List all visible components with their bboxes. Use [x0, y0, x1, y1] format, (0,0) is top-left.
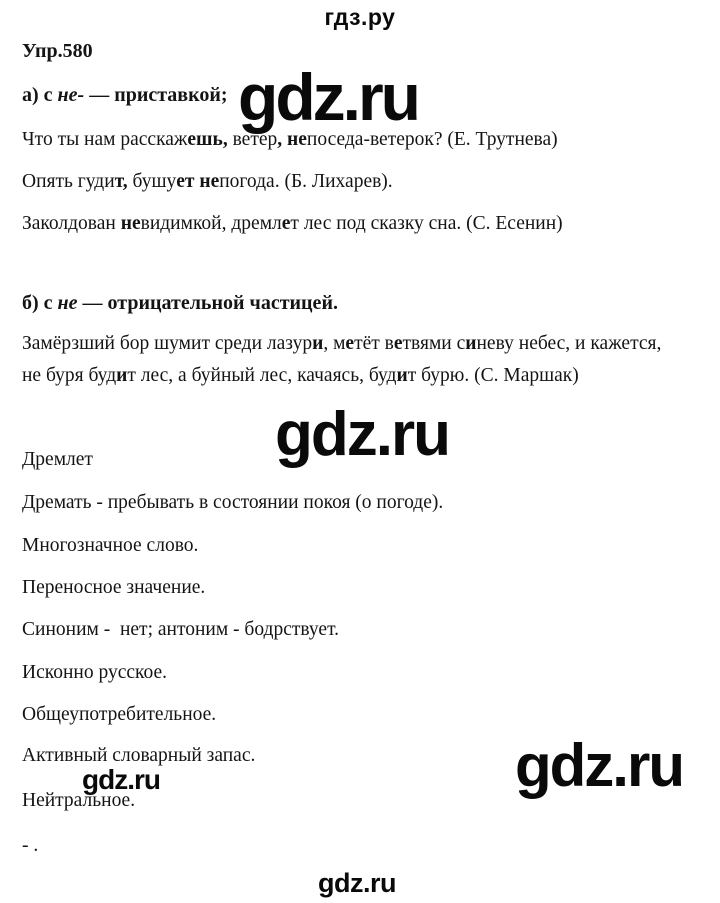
text-segment: тёт в [354, 333, 394, 354]
text-segment: т бурю. (С. Маршак) [407, 365, 579, 386]
sentence-line-a2 [22, 171, 393, 193]
sentence-line-a1 [22, 129, 558, 151]
text-segment: е [281, 213, 291, 234]
text-segment: т, [114, 171, 128, 192]
analysis-line-stylistic: Нейтральное. [22, 790, 136, 811]
analysis-line-vocabulary: Активный словарный запас. [22, 745, 256, 766]
text-segment: т лес, а буйный лес, качаясь, буд [127, 365, 397, 386]
text-segment: б) с [22, 292, 58, 314]
watermark-middle: gdz.ru [275, 400, 449, 469]
section-b-heading [22, 292, 338, 315]
analysis-line-word: Дремлет [22, 449, 93, 470]
analysis-line-synonym: Синоним - нет; антоним - бодрствует. [22, 619, 339, 640]
text-segment: неву небес, и кажется, [476, 333, 662, 354]
site-logo-footer: gdz.ru [318, 868, 396, 898]
text-segment: видимкой, дремл [140, 213, 282, 234]
text-segment: поседа-ветерок? (Е. Трутнева) [306, 129, 558, 150]
analysis-line-polysemy: Многозначное слово. [22, 535, 199, 556]
text-segment: и [396, 365, 408, 386]
text-segment: , [277, 129, 283, 150]
text-segment: не- [57, 84, 85, 106]
text-segment: не [57, 292, 78, 314]
analysis-line-usage: Общеупотребительное. [22, 704, 217, 725]
text-segment: — приставкой; [84, 84, 228, 106]
text-segment: ветер [227, 129, 278, 150]
text-segment: , м [323, 333, 346, 354]
text-segment: не [199, 171, 220, 192]
text-segment: и [312, 333, 324, 354]
watermark-bottom-left: gdz.ru [82, 764, 160, 795]
sentence-line-b1 [22, 333, 661, 355]
watermark-inline-a: gdz.ru [238, 60, 418, 134]
text-segment: е [345, 333, 355, 354]
text-segment: не [120, 213, 141, 234]
text-segment: погода. (Б. Лихарев). [219, 171, 393, 192]
watermark-bottom-right: gdz.ru [515, 732, 683, 799]
analysis-line-origin: Исконно русское. [22, 662, 168, 683]
text-segment: и [116, 365, 128, 386]
text-segment: — отрицательной частицей. [77, 292, 338, 314]
section-a-heading [22, 84, 228, 107]
sentence-line-a3 [22, 213, 563, 235]
text-segment: ешь, [187, 129, 228, 150]
text-segment: Опять гуди [22, 171, 115, 192]
text-segment: а) с [22, 84, 58, 106]
text-segment: т лес под сказку сна. (С. Есенин) [290, 213, 563, 234]
text-segment: е [393, 333, 403, 354]
exercise-number: Упр.580 [22, 40, 93, 62]
analysis-line-figurative: Переносное значение. [22, 577, 206, 598]
text-segment: Что ты нам расскаж [22, 129, 188, 150]
sentence-line-b2 [22, 365, 579, 387]
analysis-line-dash: - . [22, 835, 39, 856]
text-segment: бушу [127, 171, 177, 192]
text-segment: Заколдован [22, 213, 121, 234]
text-segment: ет [176, 171, 195, 192]
site-logo-header: гдз.ру [324, 4, 396, 30]
analysis-line-definition: Дремать - пребывать в состоянии покоя (о погоде). [22, 492, 444, 513]
text-segment: Замёрзший бор шумит среди лазур [22, 333, 313, 354]
text-segment: твями с [402, 333, 466, 354]
text-segment: не [287, 129, 307, 150]
text-segment: не буря буд [22, 365, 117, 386]
text-segment: и [465, 333, 477, 354]
